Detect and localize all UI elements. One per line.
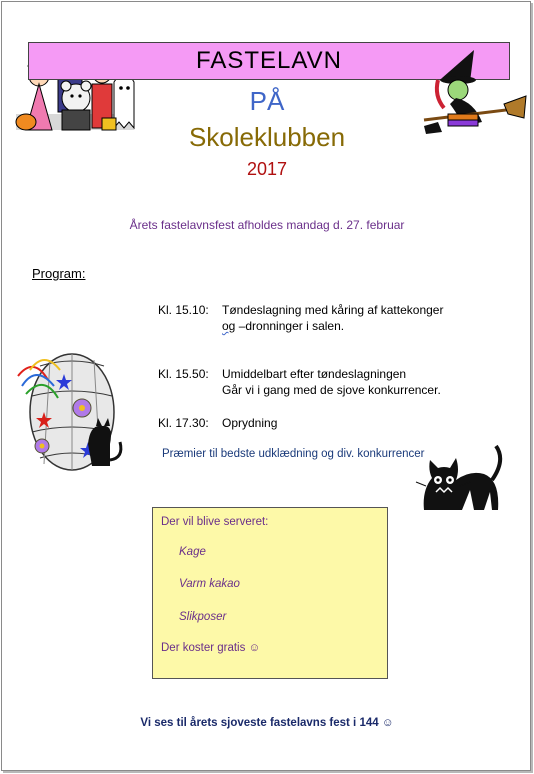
closing-text: Vi ses til årets sjoveste fastelavns fest i 144 ☺ [140,717,394,729]
program-time: Kl. 15.10: [158,303,209,317]
program-item [0,302,534,336]
menu-item: Kage [179,546,206,558]
menu-box [152,507,388,679]
menu-heading: Der vil blive serveret: [161,516,269,528]
program-desc: Tøndeslagning med kåring af kattekonger [222,303,444,317]
black-cat-clipart [414,440,506,524]
menu-item: Varm kakao [179,578,240,590]
program-desc-og: og [222,319,236,333]
intro-text: Årets fastelavnsfest afholdes mandag d. 27. februar [129,218,405,232]
menu-footer: Der koster gratis ☺ [161,642,261,654]
program-time: Kl. 17.30: [158,416,209,430]
program-time: Kl. 15.50: [158,367,209,381]
program-label: Program: [32,266,86,281]
program-desc: Oprydning [222,416,278,430]
title-banner: FASTELAVN [28,42,510,80]
subtitle-pa: PÅ [249,86,285,116]
menu-item: Slikposer [179,611,227,623]
program-desc-line2 [222,318,344,334]
subtitle-club: Skoleklubben [188,122,346,152]
program-desc-line2: Går vi i gang med de sjove konkurrencer. [222,383,441,397]
prizes-text: Præmier til bedste udklædning og div. konkurrencer [162,448,425,460]
program-desc: Umiddelbart efter tøndeslagningen [222,367,407,381]
program-desc-rest: –dronninger i salen. [235,319,345,333]
barrel-with-cat-clipart [14,346,132,478]
event-year: 2017 [246,159,288,179]
